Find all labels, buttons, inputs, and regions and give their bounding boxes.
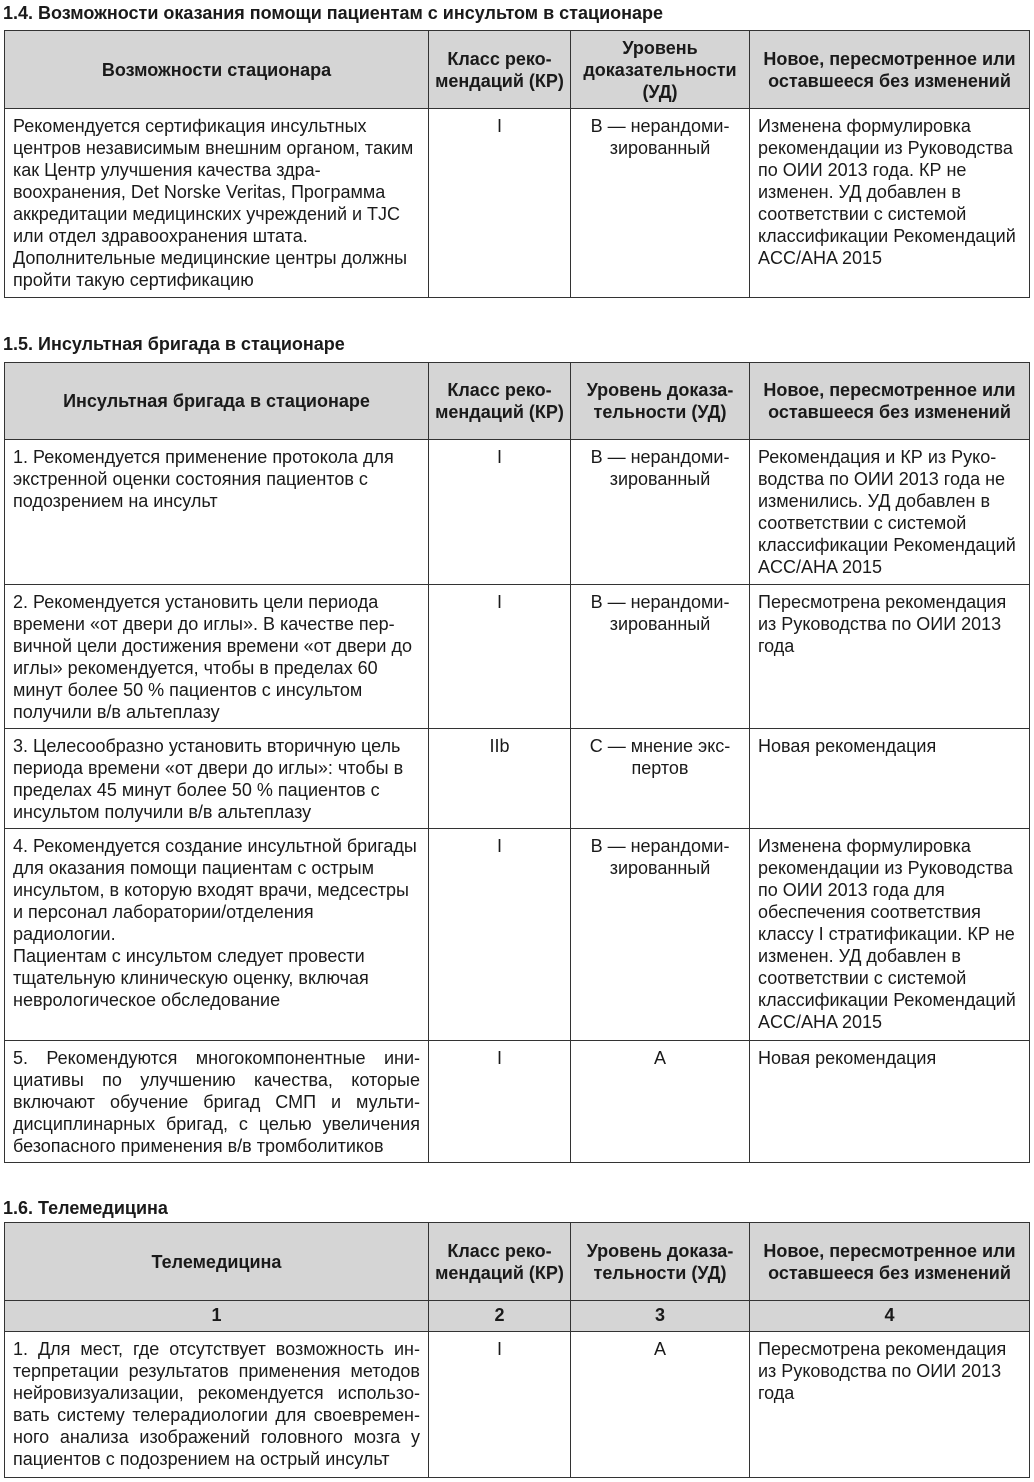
table-row xyxy=(5,585,1030,729)
evidence-level: A xyxy=(571,1041,750,1163)
recommendation-text: 1. Для мест, где отсутствует возможность интерпретации результатов применения методов нейровизуализации, рекомендуется использовать систему телерадиологии для своевременного анализа изображений головного мозга у пациентов с подозрением на острый инсульт xyxy=(5,1332,429,1478)
column-number: 4 xyxy=(750,1301,1030,1332)
table-row xyxy=(5,440,1030,585)
table-header-row xyxy=(5,31,1030,109)
recommendation-class: I xyxy=(429,1332,571,1478)
table-row xyxy=(5,1332,1030,1478)
recommendation-class: I xyxy=(429,1041,571,1163)
header-level: Уровень доказательности (УД) xyxy=(571,31,750,109)
recommendation-class: I xyxy=(429,829,571,1041)
change-status: Изменена формулировка рекомендации из Руководства по ОИИ 2013 года для обеспечения соответствия классу I стратификации. КР не изменен. УД добавлен в соответствии с системой классификации Рекомендаций ACC/AHA 2015 xyxy=(750,829,1030,1041)
evidence-level: B — нерандомизированный xyxy=(571,585,750,729)
evidence-level: B — нерандомизированный xyxy=(571,440,750,585)
change-status: Новая рекомендация xyxy=(750,729,1030,829)
table-telemedicine xyxy=(4,1222,1030,1478)
column-number: 3 xyxy=(571,1301,750,1332)
header-topic: Телемедицина xyxy=(5,1223,429,1301)
table-row xyxy=(5,829,1030,1041)
table-stroke-team xyxy=(4,362,1030,1163)
change-status: Пересмотрена рекомендация из Руководства по ОИИ 2013 года xyxy=(750,1332,1030,1478)
recommendation-text: 4. Рекомендуется создание инсультной бригады для оказания помощи пациентам с острым инсультом, в которую входят врачи, медсестры и персонал лаборатории/отделения радиологии. Пациентам с инсультом следует провести тщательную клиническую оценку, включая неврологическое обследование xyxy=(5,829,429,1041)
header-topic: Инсультная бригада в стационаре xyxy=(5,363,429,440)
column-number-row xyxy=(5,1301,1030,1332)
table-header-row xyxy=(5,1223,1030,1301)
recommendation-class: I xyxy=(429,585,571,729)
evidence-level: C — мнение экспертов xyxy=(571,729,750,829)
evidence-level: B — нерандомизированный xyxy=(571,109,750,298)
header-status: Новое, пересмотренное или оставшееся без изменений xyxy=(750,363,1030,440)
header-level: Уровень доказательности (УД) xyxy=(571,363,750,440)
evidence-level: B — нерандомизированный xyxy=(571,829,750,1041)
recommendation-class: I xyxy=(429,109,571,298)
change-status: Новая рекомендация xyxy=(750,1041,1030,1163)
section-title-1-5: 1.5. Инсультная бригада в стационаре xyxy=(3,334,345,354)
table-header-row xyxy=(5,363,1030,440)
column-number: 1 xyxy=(5,1301,429,1332)
recommendation-class: IIb xyxy=(429,729,571,829)
column-number: 2 xyxy=(429,1301,571,1332)
header-level: Уровень доказательности (УД) xyxy=(571,1223,750,1301)
header-class: Класс рекомендаций (КР) xyxy=(429,363,571,440)
change-status: Пересмотрена рекомендация из Руководства по ОИИ 2013 года xyxy=(750,585,1030,729)
recommendation-text: 5. Рекомендуются многокомпонентные инициативы по улучшению качества, которые включают обучение бригад СМП и мультидисциплинарных бригад, с целью увеличения безопасного применения в/в тромболитиков xyxy=(5,1041,429,1163)
table-row xyxy=(5,109,1030,298)
header-status: Новое, пересмотренное или оставшееся без изменений xyxy=(750,1223,1030,1301)
evidence-level: A xyxy=(571,1332,750,1478)
change-status: Изменена формулировка рекомендации из Руководства по ОИИ 2013 года. КР не изменен. УД добавлен в соответствии с системой классификации Рекомендаций ACC/AHA 2015 xyxy=(750,109,1030,298)
header-class: Класс рекомендаций (КР) xyxy=(429,1223,571,1301)
recommendation-text: Рекомендуется сертификация инсультных центров независимым внешним органом, таким как Центр улучшения качества здравоохранения, Det Norske Veritas, Программа аккредитации медицинских учреждений и TJC или отдел здравоохранения штата. Дополнительные медицинские центры должны пройти такую сертификацию xyxy=(5,109,429,298)
recommendation-text: 3. Целесообразно установить вторичную цель периода времени «от двери до иглы»: чтобы в пределах 45 минут более 50 % пациентов с инсультом получили в/в альтеплазу xyxy=(5,729,429,829)
recommendation-class: I xyxy=(429,440,571,585)
section-title-1-6: 1.6. Телемедицина xyxy=(3,1198,168,1218)
table-row xyxy=(5,1041,1030,1163)
section-title-1-4: 1.4. Возможности оказания помощи пациентам с инсультом в стационаре xyxy=(3,3,664,23)
recommendation-text: 1. Рекомендуется применение протокола для экстренной оценки состояния пациентов с подозрением на инсульт xyxy=(5,440,429,585)
header-topic: Возможности стационара xyxy=(5,31,429,109)
header-status: Новое, пересмотренное или оставшееся без изменений xyxy=(750,31,1030,109)
table-row xyxy=(5,729,1030,829)
table-hospital-capabilities xyxy=(4,30,1030,298)
header-class: Класс рекомендаций (КР) xyxy=(429,31,571,109)
recommendation-text: 2. Рекомендуется установить цели периода времени «от двери до иглы». В качестве первичной цели достижения времени «от двери до иглы» рекомендуется, чтобы в пределах 60 минут более 50 % пациентов с инсультом получили в/в альтеплазу xyxy=(5,585,429,729)
change-status: Рекомендация и КР из Руководства по ОИИ 2013 года не изменились. УД добавлен в соответствии с системой классификации Рекомендаций ACC/AHA 2015 xyxy=(750,440,1030,585)
